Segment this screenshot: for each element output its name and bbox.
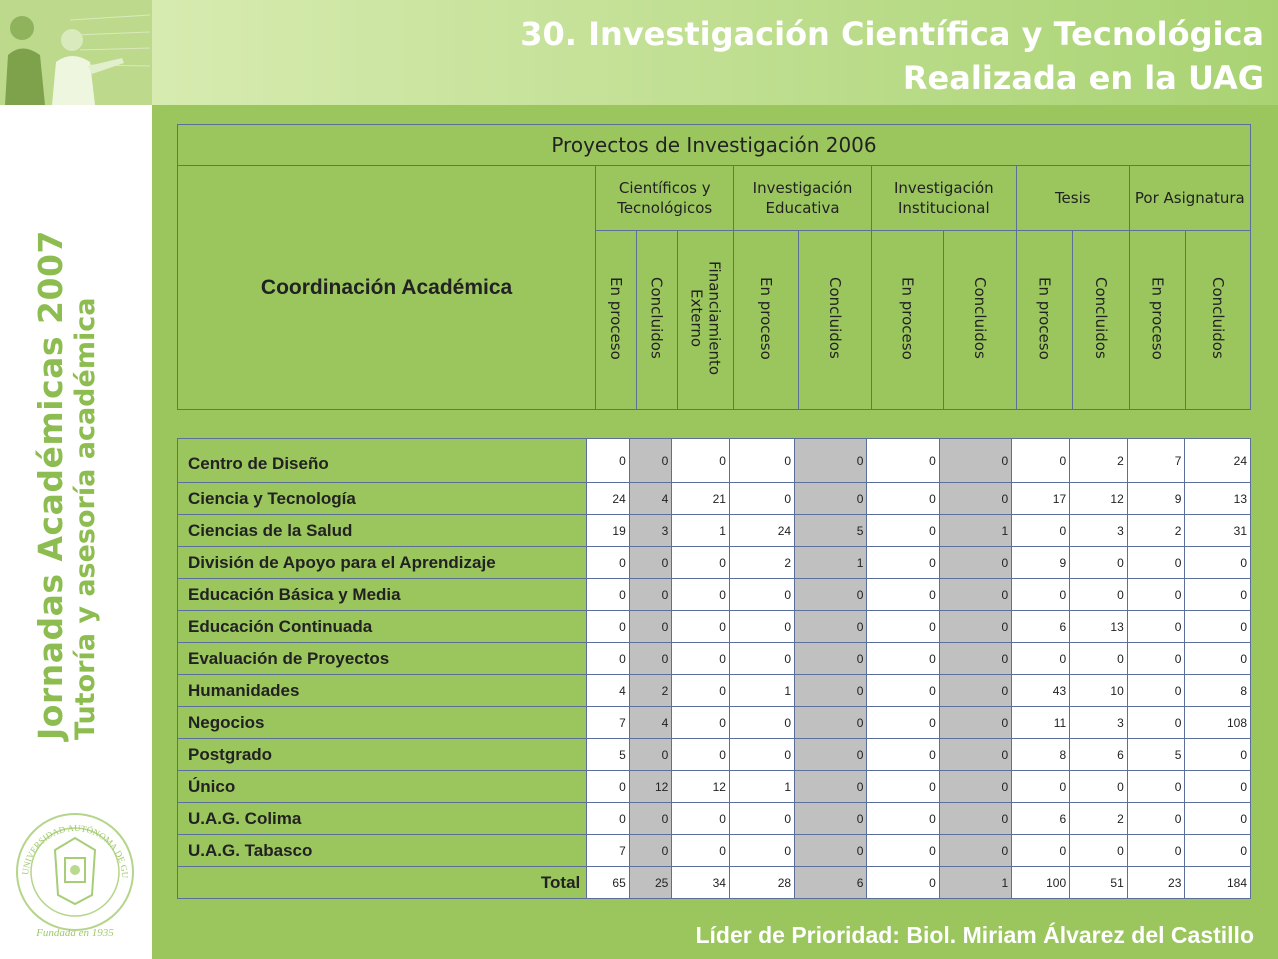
subcol-label: En proceso	[898, 276, 917, 360]
subcol-header	[1016, 231, 1072, 410]
table-cell: 0	[672, 707, 730, 739]
subcol-header	[799, 231, 872, 410]
subcol-header	[1129, 231, 1186, 410]
table-cell: 2	[629, 675, 672, 707]
table-cell: 12	[1070, 483, 1128, 515]
table-cell: 108	[1185, 707, 1251, 739]
table-cell: 24	[587, 483, 630, 515]
table-cell: 0	[672, 675, 730, 707]
table-cell: 0	[672, 835, 730, 867]
table-cell: 5	[1127, 739, 1185, 771]
table-cell: 0	[587, 771, 630, 803]
table-cell: 0	[939, 611, 1011, 643]
table-cell: 0	[939, 707, 1011, 739]
table-cell: 4	[629, 483, 672, 515]
table-cell: 0	[795, 771, 867, 803]
table-cell: 0	[1012, 835, 1070, 867]
table-cell: 0	[939, 835, 1011, 867]
table-cell: 1	[795, 547, 867, 579]
table-cell: 7	[1127, 439, 1185, 483]
table-cell: 4	[587, 675, 630, 707]
table-cell: 11	[1012, 707, 1070, 739]
total-cell: 28	[729, 867, 794, 899]
header-band	[152, 0, 1278, 105]
table-caption: Proyectos de Investigación 2006	[178, 125, 1251, 166]
table-cell: 0	[795, 707, 867, 739]
table-row	[178, 439, 1251, 483]
table-cell: 0	[1127, 803, 1185, 835]
table-row	[178, 707, 1251, 739]
table-cell: 0	[1127, 579, 1185, 611]
table-cell: 0	[672, 803, 730, 835]
table-cell: 0	[672, 439, 730, 483]
table-cell: 0	[867, 707, 939, 739]
table-cell: 0	[867, 483, 939, 515]
table-cell: 8	[1185, 675, 1251, 707]
table-cell: 0	[795, 675, 867, 707]
table-cell: 3	[1070, 515, 1128, 547]
table-cell: 0	[867, 643, 939, 675]
table-cell: 0	[1127, 643, 1185, 675]
table-cell: 0	[1012, 439, 1070, 483]
table-cell: 0	[729, 611, 794, 643]
table-cell: 0	[1185, 579, 1251, 611]
table-cell: 0	[672, 643, 730, 675]
table-cell: 0	[939, 643, 1011, 675]
total-cell: 184	[1185, 867, 1251, 899]
table-cell: 0	[1185, 643, 1251, 675]
table-cell: 2	[1127, 515, 1185, 547]
footer-leader: Líder de Prioridad: Biol. Miriam Álvarez del Castillo	[695, 922, 1254, 948]
table-row	[178, 579, 1251, 611]
table-cell: 2	[1070, 439, 1128, 483]
row-name: U.A.G. Tabasco	[178, 835, 587, 867]
table-cell: 12	[629, 771, 672, 803]
table-cell: 7	[587, 835, 630, 867]
table-cell: 0	[1185, 739, 1251, 771]
table-cell: 0	[867, 515, 939, 547]
subcol-label: Financiamiento Externo	[687, 260, 724, 376]
table-cell: 0	[867, 547, 939, 579]
table-row	[178, 515, 1251, 547]
table-cell: 0	[939, 439, 1011, 483]
table-cell: 0	[1127, 771, 1185, 803]
subcol-label: Concluidos	[971, 277, 990, 359]
university-seal	[10, 800, 140, 940]
table-cell: 0	[729, 707, 794, 739]
group-institucional: Investigación Institucional	[871, 166, 1016, 231]
row-name: U.A.G. Colima	[178, 803, 587, 835]
table-cell: 13	[1070, 611, 1128, 643]
row-name: Negocios	[178, 707, 587, 739]
table-cell: 0	[729, 739, 794, 771]
subcol-label: En proceso	[757, 276, 776, 360]
table-cell: 0	[939, 739, 1011, 771]
group-tesis: Tesis	[1016, 166, 1129, 231]
table-cell: 0	[795, 611, 867, 643]
seal-text: UNIVERSIDAD AUTÓNOMA DE GU	[20, 822, 131, 879]
table-cell: 0	[939, 547, 1011, 579]
table-cell: 0	[1127, 675, 1185, 707]
table-cell: 0	[867, 439, 939, 483]
table-cell: 3	[1070, 707, 1128, 739]
table-cell: 0	[795, 835, 867, 867]
table-cell: 0	[729, 643, 794, 675]
table-cell: 0	[795, 739, 867, 771]
subcol-label: Concluidos	[1209, 277, 1228, 359]
header-photo	[0, 0, 152, 105]
header-table	[177, 124, 1251, 410]
subcol-header	[677, 231, 734, 410]
table-cell: 0	[629, 803, 672, 835]
table-cell: 0	[1127, 707, 1185, 739]
row-name: Único	[178, 771, 587, 803]
table-cell: 0	[795, 579, 867, 611]
table-cell: 0	[729, 803, 794, 835]
table-cell: 0	[1070, 771, 1128, 803]
table-cell: 0	[1070, 835, 1128, 867]
table-row	[178, 643, 1251, 675]
row-name: Ciencias de la Salud	[178, 515, 587, 547]
table-cell: 12	[672, 771, 730, 803]
total-cell: 0	[867, 867, 939, 899]
table-cell: 24	[1185, 439, 1251, 483]
data-table	[177, 438, 1251, 899]
table-cell: 31	[1185, 515, 1251, 547]
table-cell: 5	[587, 739, 630, 771]
table-cell: 0	[867, 579, 939, 611]
total-cell: 51	[1070, 867, 1128, 899]
table-cell: 0	[867, 803, 939, 835]
table-cell: 0	[867, 835, 939, 867]
table-cell: 6	[1012, 803, 1070, 835]
table-cell: 0	[1070, 643, 1128, 675]
subcol-label: En proceso	[606, 276, 625, 360]
table-cell: 0	[629, 439, 672, 483]
table-cell: 9	[1012, 547, 1070, 579]
table-row	[178, 835, 1251, 867]
group-cientificos: Científicos y Tecnológicos	[596, 166, 734, 231]
table-cell: 13	[1185, 483, 1251, 515]
table-cell: 0	[1012, 771, 1070, 803]
subcol-header	[636, 231, 677, 410]
table-cell: 4	[629, 707, 672, 739]
table-cell: 0	[1070, 547, 1128, 579]
table-cell: 0	[629, 739, 672, 771]
table-row	[178, 771, 1251, 803]
table-cell: 1	[939, 515, 1011, 547]
table-cell: 0	[939, 803, 1011, 835]
subcol-label: Concluidos	[1091, 277, 1110, 359]
table-cell: 0	[587, 803, 630, 835]
table-cell: 0	[1070, 579, 1128, 611]
table-cell: 0	[867, 611, 939, 643]
table-cell: 0	[1127, 835, 1185, 867]
table-row	[178, 803, 1251, 835]
total-cell: 34	[672, 867, 730, 899]
table-cell: 0	[867, 739, 939, 771]
table-cell: 0	[587, 579, 630, 611]
seal-founded: Fundada en 1935	[36, 927, 114, 939]
table-cell: 0	[1185, 803, 1251, 835]
total-cell: 6	[795, 867, 867, 899]
table-cell: 0	[795, 803, 867, 835]
total-label: Total	[178, 867, 587, 899]
table-row	[178, 547, 1251, 579]
table-cell: 0	[1185, 771, 1251, 803]
table-cell: 0	[629, 835, 672, 867]
table-cell: 0	[587, 611, 630, 643]
subcol-header	[596, 231, 637, 410]
total-cell: 23	[1127, 867, 1185, 899]
subcol-label: Concluidos	[825, 277, 844, 359]
row-name: Ciencia y Tecnología	[178, 483, 587, 515]
table-cell: 0	[587, 547, 630, 579]
table-cell: 0	[729, 579, 794, 611]
table-cell: 24	[729, 515, 794, 547]
page-title-line1: 30. Investigación Científica y Tecnológica	[520, 15, 1264, 53]
table-cell: 17	[1012, 483, 1070, 515]
table-row	[178, 739, 1251, 771]
table-cell: 0	[729, 483, 794, 515]
table-cell: 0	[672, 611, 730, 643]
table-cell: 0	[587, 439, 630, 483]
table-cell: 0	[1012, 643, 1070, 675]
table-cell: 21	[672, 483, 730, 515]
table-cell: 1	[729, 771, 794, 803]
sidebar	[0, 0, 152, 959]
table-cell: 0	[629, 643, 672, 675]
table-cell: 0	[1012, 579, 1070, 611]
group-educativa: Investigación Educativa	[734, 166, 871, 231]
table-cell: 0	[1127, 611, 1185, 643]
total-row	[178, 867, 1251, 899]
table-cell: 8	[1012, 739, 1070, 771]
table-cell: 0	[587, 643, 630, 675]
table-cell: 0	[1185, 835, 1251, 867]
table-cell: 0	[939, 675, 1011, 707]
table-cell: 0	[939, 771, 1011, 803]
row-name: División de Apoyo para el Aprendizaje	[178, 547, 587, 579]
table-cell: 2	[729, 547, 794, 579]
total-cell: 100	[1012, 867, 1070, 899]
row-name: Educación Básica y Media	[178, 579, 587, 611]
subcol-header	[1073, 231, 1129, 410]
table-cell: 0	[867, 675, 939, 707]
subcol-label: En proceso	[1148, 276, 1167, 360]
table-cell: 0	[1012, 515, 1070, 547]
table-cell: 0	[729, 439, 794, 483]
table-cell: 0	[1127, 547, 1185, 579]
coordinacion-header: Coordinación Académica	[178, 166, 596, 410]
vertical-title-line2: Tutoría y asesoría académica	[70, 297, 101, 740]
table-cell: 9	[1127, 483, 1185, 515]
group-asignatura: Por Asignatura	[1129, 166, 1250, 231]
table-cell: 6	[1012, 611, 1070, 643]
table-cell: 2	[1070, 803, 1128, 835]
table-row	[178, 483, 1251, 515]
table-cell: 1	[729, 675, 794, 707]
subcol-header	[734, 231, 799, 410]
table-cell: 0	[672, 547, 730, 579]
vertical-title-line1: Jornadas Académicas 2007	[31, 230, 70, 740]
table-cell: 19	[587, 515, 630, 547]
table-row	[178, 611, 1251, 643]
table-cell: 0	[672, 739, 730, 771]
table-cell: 3	[629, 515, 672, 547]
table-cell: 5	[795, 515, 867, 547]
table-cell: 0	[729, 835, 794, 867]
row-name: Evaluación de Proyectos	[178, 643, 587, 675]
table-cell: 0	[939, 579, 1011, 611]
subcol-label: Concluidos	[647, 277, 666, 359]
row-name: Educación Continuada	[178, 611, 587, 643]
row-name: Humanidades	[178, 675, 587, 707]
row-name: Postgrado	[178, 739, 587, 771]
table-cell: 0	[795, 483, 867, 515]
table-cell: 6	[1070, 739, 1128, 771]
total-cell: 25	[629, 867, 672, 899]
subcol-header	[944, 231, 1017, 410]
table-cell: 0	[1185, 611, 1251, 643]
subcol-header	[871, 231, 944, 410]
row-name: Centro de Diseño	[178, 439, 587, 483]
table-cell: 0	[795, 439, 867, 483]
page-title	[520, 12, 1264, 100]
table-cell: 0	[629, 611, 672, 643]
total-cell: 1	[939, 867, 1011, 899]
table-cell: 0	[629, 547, 672, 579]
table-cell: 0	[867, 771, 939, 803]
subcol-header	[1186, 231, 1251, 410]
subcol-label: En proceso	[1035, 276, 1054, 360]
page-title-line2: Realizada en la UAG	[902, 59, 1264, 97]
table-cell: 1	[672, 515, 730, 547]
table-row	[178, 675, 1251, 707]
table-cell: 0	[939, 483, 1011, 515]
table-cell: 0	[672, 579, 730, 611]
table-cell: 10	[1070, 675, 1128, 707]
table-cell: 7	[587, 707, 630, 739]
total-cell: 65	[587, 867, 630, 899]
table-cell: 0	[1185, 547, 1251, 579]
table-cell: 43	[1012, 675, 1070, 707]
table-cell: 0	[629, 579, 672, 611]
table-cell: 0	[795, 643, 867, 675]
